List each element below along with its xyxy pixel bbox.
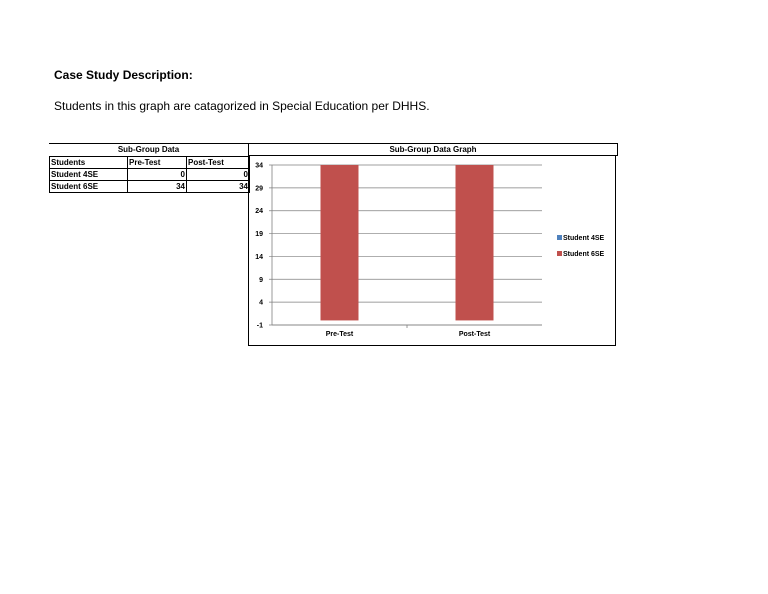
bar-chart xyxy=(249,156,617,346)
column-header: Post-Test xyxy=(187,157,250,169)
subgroup-table-title: Sub-Group Data xyxy=(49,143,248,155)
y-tick-label: 29 xyxy=(255,185,263,193)
bar xyxy=(321,165,359,320)
case-study-description: Students in this graph are catagorized in Special Education per DHHS. xyxy=(54,99,430,113)
case-study-heading: Case Study Description: xyxy=(54,68,193,82)
column-header: Students xyxy=(50,157,128,169)
table-header-row xyxy=(50,157,250,169)
y-tick-label: 34 xyxy=(255,162,263,170)
y-tick-label: 4 xyxy=(259,299,263,307)
table-row xyxy=(50,169,250,181)
y-tick-label: 14 xyxy=(255,253,263,261)
y-tick-label: 19 xyxy=(255,231,263,239)
table-cell: 34 xyxy=(187,181,250,193)
legend-label: Student 4SE xyxy=(563,235,605,242)
graph-title: Sub-Group Data Graph xyxy=(248,143,618,156)
subgroup-data-table xyxy=(49,156,250,193)
table-cell: Student 4SE xyxy=(50,169,128,181)
bar xyxy=(456,165,494,320)
x-category-label: Pre-Test xyxy=(325,331,354,338)
column-header: Pre-Test xyxy=(128,157,187,169)
table-cell: 0 xyxy=(128,169,187,181)
y-tick-label: 24 xyxy=(255,208,263,216)
x-category-label: Post-Test xyxy=(458,331,491,338)
y-tick-label: 9 xyxy=(259,276,263,284)
legend-swatch xyxy=(557,251,562,256)
table-row xyxy=(50,181,250,193)
y-tick-label: -1 xyxy=(256,322,263,330)
table-cell: 34 xyxy=(128,181,187,193)
graph-container xyxy=(248,156,616,346)
table-cell: Student 6SE xyxy=(50,181,128,193)
table-cell: 0 xyxy=(187,169,250,181)
legend-label: Student 6SE xyxy=(563,251,605,258)
legend-swatch xyxy=(557,235,562,240)
